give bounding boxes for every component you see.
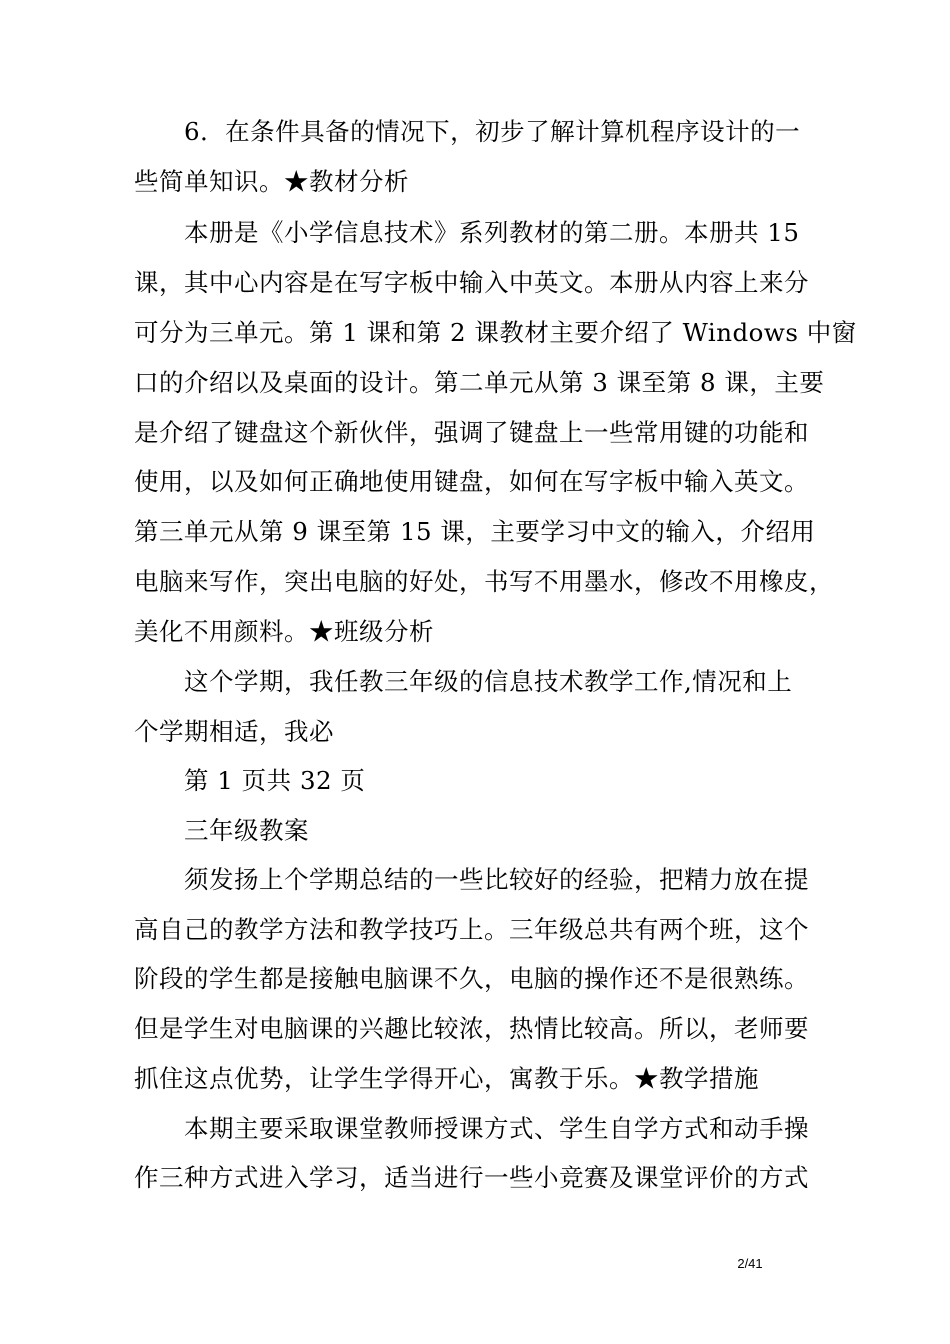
- text-line: 6．在条件具备的情况下，初步了解计算机程序设计的一: [184, 117, 801, 146]
- page-header-text: 三年级教案: [184, 816, 309, 845]
- text-line: 使用，以及如何正确地使用键盘，如何在写字板中输入英文。: [134, 467, 809, 496]
- text-line: 须发扬上个学期总结的一些比较好的经验，把精力放在提: [184, 865, 809, 894]
- text-line: 口的介绍以及桌面的设计。第二单元从第 3 课至第 8 课，主要: [134, 368, 825, 397]
- text-line: 本期主要采取课堂教师授课方式、学生自学方式和动手操: [184, 1114, 809, 1143]
- text-line: 作三种方式进入学习，适当进行一些小竞赛及课堂评价的方式: [134, 1163, 809, 1192]
- text-line: 但是学生对电脑课的兴趣比较浓，热情比较高。所以，老师要: [134, 1014, 809, 1043]
- text-line: 美化不用颜料。★班级分析: [134, 617, 434, 646]
- text-line: 电脑来写作，突出电脑的好处，书写不用墨水，修改不用橡皮，: [134, 567, 834, 596]
- text-line: 第三单元从第 9 课至第 15 课，主要学习中文的输入，介绍用: [134, 517, 816, 546]
- text-line: 这个学期，我任教三年级的信息技术教学工作,情况和上: [184, 667, 793, 696]
- page-number: 2/41: [737, 1256, 763, 1271]
- text-line: 本册是《小学信息技术》系列教材的第二册。本册共 15: [184, 218, 800, 247]
- text-line: 高自己的教学方法和教学技巧上。三年级总共有两个班，这个: [134, 915, 809, 944]
- text-line: 抓住这点优势，让学生学得开心，寓教于乐。★教学措施: [134, 1064, 759, 1093]
- text-line: 课，其中心内容是在写字板中输入中英文。本册从内容上来分: [134, 268, 809, 297]
- text-line: 是介绍了键盘这个新伙伴，强调了键盘上一些常用键的功能和: [134, 418, 809, 447]
- text-line: 阶段的学生都是接触电脑课不久，电脑的操作还不是很熟练。: [134, 964, 809, 993]
- text-line: 可分为三单元。第 1 课和第 2 课教材主要介绍了 Windows 中窗: [134, 318, 857, 347]
- text-line: 些简单知识。★教材分析: [134, 167, 409, 196]
- text-line: 个学期相适，我必: [134, 717, 334, 746]
- page-footer-text: 第 1 页共 32 页: [184, 766, 366, 795]
